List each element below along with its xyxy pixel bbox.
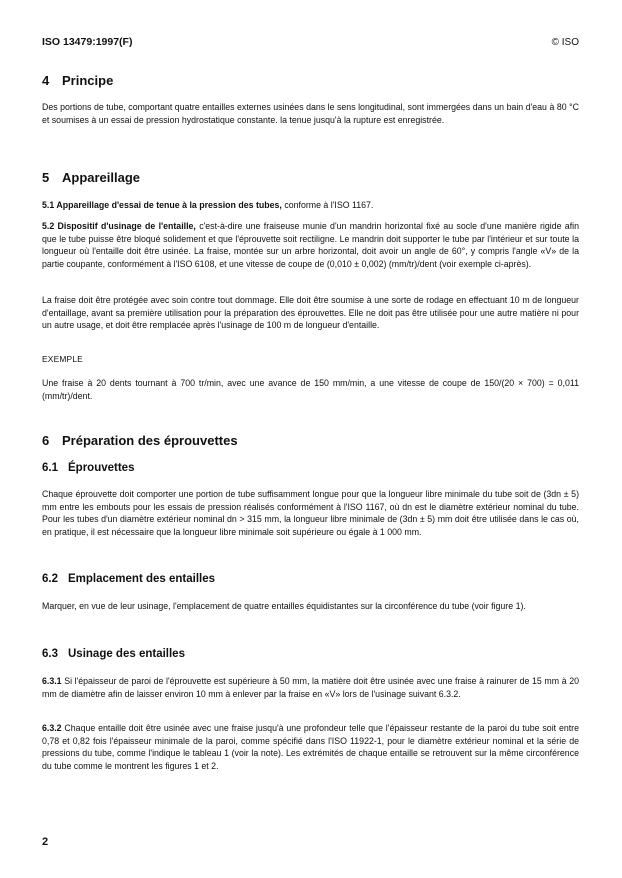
subsection-6-3-heading [42, 648, 185, 660]
subsection-5-1 [42, 199, 579, 212]
section-5-heading [42, 170, 140, 185]
subsection-5-1-text: conforme à l'ISO 1167. [281, 200, 374, 210]
subsection-6-2-heading [42, 573, 215, 585]
subsection-6-2-paragraph: Marquer, en vue de leur usinage, l'emplacement de quatre entailles équidistantes sur la circonférence du tube (voir figure 1). [42, 601, 526, 611]
clause-6-3-2 [42, 722, 579, 772]
subsection-title: Emplacement des entailles [68, 573, 216, 585]
document-page [42, 0, 579, 878]
subsection-title: Usinage des entailles [68, 648, 185, 660]
subsection-number: 6.2 [42, 573, 58, 585]
section-4-heading [42, 73, 113, 88]
clause-6-3-2-lead: 6.3.2 [42, 723, 62, 733]
section-5-paragraph: La fraise doit être protégée avec soin contre tout dommage. Elle doit être soumise à une sorte de rodage en effectuant 10 m de longueur d'entaillage, avant sa première utilisation pour la préparation des éprouvettes. Elle ne doit pas être utilisée pour une autre matière ni pour un autre usage, et doit être remplacée après l'usinage de 100 m de longueur d'entaille. [42, 295, 579, 330]
clause-6-3-1-lead: 6.3.1 [42, 676, 62, 686]
section-4-paragraph: Des portions de tube, comportant quatre entailles externes usinées dans le sens longitudinal, sont immergées dans un bain d'eau à 80 °C et soumises à un essai de pression hydrostatique constante. la tenue jusqu'à la rupture est enregistrée. [42, 102, 579, 125]
section-title: Appareillage [62, 170, 141, 185]
clause-6-3-2-text: Chaque entaille doit être usinée avec une fraise jusqu'à une profondeur telle que l'épaisseur restante de la paroi du tube soit entre 0,78 et 0,82 fois l'épaisseur minimale de la paroi, comme spécifié dans l'ISO 11922-1, pour le diamètre extérieur nominal et la série de pressions du tube, comme l'indique le tableau 1 (voir la note). Les extrémités de chaque entaille se retrouvent sur la même circonférence du tube comme le montrent les figures 1 et 2. [42, 723, 579, 771]
section-6-heading [42, 433, 238, 448]
copyright-mark: © ISO [551, 37, 579, 48]
subsection-5-2-text: c'est-à-dire une fraiseuse munie d'un mandrin horizontal fixé au socle d'une manière rigide afin que le tube puisse être bloqué solidement et que l'éprouvette soit rectiligne. Le mandrin doit supporter le tube par l'intérieur et sur toute la longueur où l'entaille doit être usinée. La fraise, montée sur un arbre horizontal, doit avoir un angle de 60°, y compris l'angle «V» de la partie coupante, conformément à l'ISO 6108, et une vitesse de coupe de (0,010 ± 0,002) (mm/tr)/dent (voir exemple ci-après). [42, 221, 579, 269]
section-number: 5 [42, 170, 50, 185]
page-number: 2 [42, 836, 49, 848]
subsection-title: Éprouvettes [68, 462, 135, 474]
example-label: EXEMPLE [42, 354, 83, 364]
section-number: 6 [42, 433, 50, 448]
clause-6-3-1-text: Si l'épaisseur de paroi de l'éprouvette est supérieure à 50 mm, la matière doit être usinée avec une fraise à rainurer de 15 mm à 20 mm de diamètre afin de laisser environ 10 mm à enlever par la fraise en «V» lors de l'usinage suivant 6.3.2. [42, 676, 579, 699]
subsection-5-2-lead: 5.2 Dispositif d'usinage de l'entaille, [42, 221, 196, 231]
section-title: Principe [62, 73, 114, 88]
subsection-6-1-heading [42, 462, 134, 474]
subsection-number: 6.1 [42, 462, 58, 474]
clause-6-3-1 [42, 675, 579, 700]
subsection-6-1-paragraph: Chaque éprouvette doit comporter une portion de tube suffisamment longue pour que la longueur libre minimale du tube soit de (3dn ± 5) mm entre les embouts pour les essais de pression réalisés conformément à l'ISO 1167, où dn est le diamètre extérieur nominal du tube. Pour les tubes d'un diamètre extérieur nominal dn > 315 mm, la longueur libre minimale de (3dn ± 5) mm doit être utilisée dans le cas où, en pratique, il est nécessaire que la longueur libre minimale soit supérieure ou égale à 1 000 mm. [42, 489, 579, 537]
section-number: 4 [42, 73, 50, 88]
subsection-5-2 [42, 220, 579, 270]
subsection-number: 6.3 [42, 648, 58, 660]
standard-reference: ISO 13479:1997(F) [42, 36, 133, 48]
example-text: Une fraise à 20 dents tournant à 700 tr/min, avec une avance de 150 mm/min, a une vitesse de coupe de 150/(20 × 700) = 0,011 (mm/tr)/dent. [42, 378, 579, 401]
subsection-5-1-lead: 5.1 Appareillage d'essai de tenue à la pression des tubes, [42, 200, 282, 210]
section-title: Préparation des éprouvettes [62, 433, 238, 448]
